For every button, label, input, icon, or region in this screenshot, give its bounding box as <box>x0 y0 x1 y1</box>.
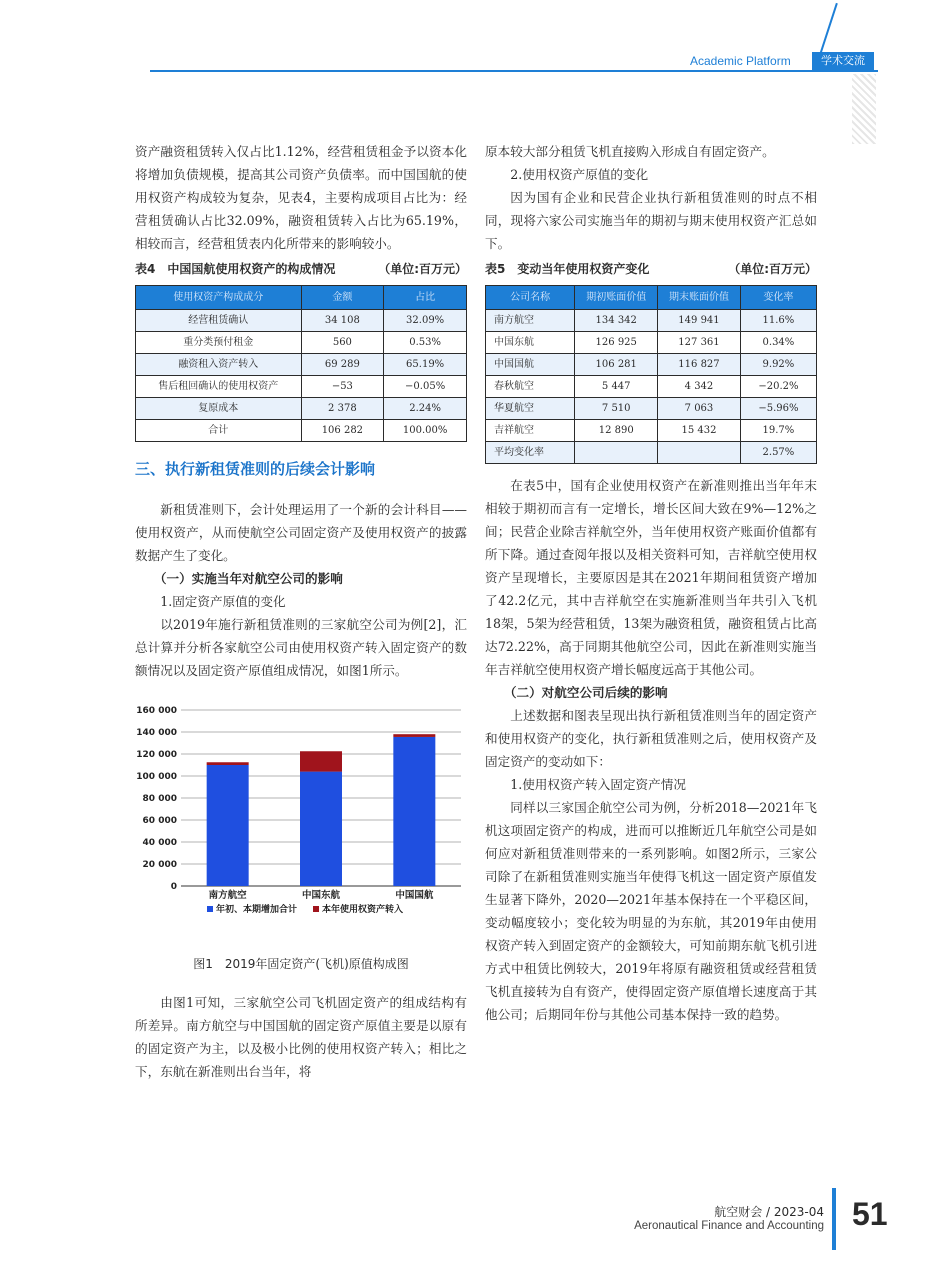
table-row <box>486 398 817 420</box>
footer-accent-bar <box>832 1188 836 1250</box>
bar-segment <box>393 737 435 886</box>
table-cell: 中国东航 <box>486 332 575 354</box>
table5-header-cell: 公司名称 <box>486 286 575 310</box>
paragraph: 因为国有企业和民营企业执行新租赁准则的时点不相同，现将六家公司实施当年的期初与期末使用权资产汇总如下。 <box>485 190 817 251</box>
table-cell: 15 432 <box>658 420 741 442</box>
table-cell: −5.96% <box>740 398 816 420</box>
left-column <box>135 140 467 1083</box>
table-cell: 中国国航 <box>486 354 575 376</box>
table-row <box>136 332 467 354</box>
table5-header-cell: 变化率 <box>740 286 816 310</box>
paragraph-intro: 资产融资租赁转入仅占比1.12%，经营租赁租金予以资本化将增加负债规模，提高其公司资产负债率。而中国国航的使用权资产构成较为复杂，见表4，主要构成项目占比为：经营租赁确认占比32.09%，融资租赁转入占比为65.19%，相较而言，经营租赁表内化所带来的影响较小。 <box>135 144 467 251</box>
table-cell: 售后租回确认的使用权资产 <box>136 376 302 398</box>
legend-label: 年初、本期增加合计 <box>216 905 298 915</box>
header-rule <box>150 70 878 72</box>
right-column <box>485 140 817 1026</box>
table-cell: 11.6% <box>740 310 816 332</box>
paragraph: 原本较大部分租赁飞机直接购入形成自有固定资产。 <box>485 144 775 159</box>
y-tick-label: 20 000 <box>142 860 177 870</box>
table-cell: 0.34% <box>740 332 816 354</box>
table4-header-cell: 占比 <box>384 286 467 310</box>
y-tick-label: 60 000 <box>142 816 177 826</box>
paragraph: 在表5中，国有企业使用权资产在新准则推出当年年末相较于期初而言有一定增长，增长区间大致在9%—12%之间；民营企业除吉祥航空外，当年使用权资产账面价值都有所下降。通过查阅年报以及相关资料可知，吉祥航空使用权资产呈现增长，主要原因是其在2021年期间租赁资产增加了42.2亿元，其中吉祥航空在实施新准则当年共引入飞机18架，5架为经营租赁，13架为融资租赁，融资租赁占比高达72.22%，高于同期其他航空公司，因此在新准则实施当年吉祥航空使用权资产增长幅度远高于其他公司。 <box>485 478 817 677</box>
bar-segment <box>207 762 249 765</box>
table-cell: 4 342 <box>658 376 741 398</box>
table-row <box>136 398 467 420</box>
table-cell: 32.09% <box>384 310 467 332</box>
x-tick-label: 中国国航 <box>395 890 434 901</box>
y-tick-label: 160 000 <box>136 706 177 716</box>
numbered-item: 2.使用权资产原值的变化 <box>510 167 649 182</box>
table-cell: 吉祥航空 <box>486 420 575 442</box>
table-cell: 12 890 <box>575 420 658 442</box>
table-cell: −20.2% <box>740 376 816 398</box>
bar-segment <box>300 751 342 771</box>
table4-caption-title: 表4 中国国航使用权资产的构成情况 <box>135 262 336 276</box>
footer-journal-name-en: Aeronautical Finance and Accounting <box>634 1220 824 1232</box>
table-cell: 65.19% <box>384 354 467 376</box>
table-cell: 南方航空 <box>486 310 575 332</box>
table-cell <box>658 442 741 464</box>
table-cell: 134 342 <box>575 310 658 332</box>
table-cell: −53 <box>301 376 384 398</box>
table-cell: 7 510 <box>575 398 658 420</box>
table-row <box>486 376 817 398</box>
table-cell: 127 361 <box>658 332 741 354</box>
table-cell: 2 378 <box>301 398 384 420</box>
y-tick-label: 80 000 <box>142 794 177 804</box>
table5-caption-unit: （单位:百万元） <box>728 262 817 276</box>
table-row <box>486 354 817 376</box>
x-tick-label: 南方航空 <box>208 890 247 901</box>
paragraph: 同样以三家国企航空公司为例，分析2018—2021年飞机这项固定资产的构成，进而可以推断近几年航空公司是如何应对新租赁准则带来的一系列影响。如图2所示，三家公司除了在新租赁准则实施当年使得飞机这一固定资产原值发生显著下降外，2020—2021年基本保持在一个平稳区间，变动幅度较小；变化较为明显的为东航，其2019年由使用权资产转入到固定资产的金额较大，可知前期东航飞机引进方式中租赁比例较大，2019年将原有融资租赁或经营租赁飞机直接转为自有资产，使得固定资产原值增长速度高于其他公司；后期同年份与其他公司基本保持一致的趋势。 <box>485 800 817 1022</box>
table-cell: 69 289 <box>301 354 384 376</box>
table-cell: 2.57% <box>740 442 816 464</box>
table-row <box>486 310 817 332</box>
table-cell: 春秋航空 <box>486 376 575 398</box>
numbered-item: 1.固定资产原值的变化 <box>160 594 286 609</box>
y-tick-label: 140 000 <box>136 728 177 738</box>
legend-label: 本年使用权资产转入 <box>322 905 404 915</box>
table-cell: 106 282 <box>301 420 384 442</box>
table5 <box>485 285 817 464</box>
section-heading: 三、执行新租赁准则的后续会计影响 <box>135 460 376 478</box>
header-stripe-decoration <box>852 74 876 144</box>
bar-segment <box>300 772 342 886</box>
table4 <box>135 285 467 442</box>
table4-header-cell: 金额 <box>301 286 384 310</box>
table4-caption-unit: （单位:百万元） <box>378 262 467 276</box>
table-cell: 经营租赁确认 <box>136 310 302 332</box>
table-cell: 149 941 <box>658 310 741 332</box>
footer-journal-name: 航空财会 / 2023-04 <box>714 1205 824 1219</box>
table4-header-row <box>136 286 467 310</box>
paragraph: 以2019年施行新租赁准则的三家航空公司为例[2]，汇总计算并分析各家航空公司由使用权资产转入固定资产的数额情况以及固定资产原值组成情况，如图1所示。 <box>135 617 467 678</box>
y-tick-label: 40 000 <box>142 838 177 848</box>
table-row <box>136 376 467 398</box>
paragraph: 新租赁准则下，会计处理运用了一个新的会计科目——使用权资产，从而使航空公司固定资产及使用权资产的披露数据产生了变化。 <box>135 502 467 563</box>
table-cell: 34 108 <box>301 310 384 332</box>
table-cell: 华夏航空 <box>486 398 575 420</box>
table-row <box>486 442 817 464</box>
table-cell: 9.92% <box>740 354 816 376</box>
numbered-item: 1.使用权资产转入固定资产情况 <box>510 777 686 792</box>
paragraph: 由图1可知，三家航空公司飞机固定资产的组成结构有所差异。南方航空与中国国航的固定资产原值主要是以原有的固定资产为主，以及极小比例的使用权资产转入；相比之下，东航在新准则出台当年，将 <box>135 995 467 1079</box>
legend-swatch <box>313 906 319 912</box>
subsection-heading: （二）对航空公司后续的影响 <box>503 685 668 700</box>
figure1-caption: 图1 2019年固定资产(飞机)原值构成图 <box>193 957 409 971</box>
y-tick-label: 120 000 <box>136 750 177 760</box>
table5-caption-title: 表5 变动当年使用权资产变化 <box>485 262 650 276</box>
table-row <box>136 310 467 332</box>
table4-header-cell: 使用权资产构成成分 <box>136 286 302 310</box>
table-cell: 116 827 <box>658 354 741 376</box>
x-tick-label: 中国东航 <box>301 890 341 901</box>
table-cell: 560 <box>301 332 384 354</box>
table-cell: 平均变化率 <box>486 442 575 464</box>
table-cell: 7 063 <box>658 398 741 420</box>
table4-caption <box>135 259 467 279</box>
table-cell: 重分类预付租金 <box>136 332 302 354</box>
table-row <box>136 354 467 376</box>
paragraph: 上述数据和图表呈现出执行新租赁准则当年的固定资产和使用权资产的变化，执行新租赁准则之后，使用权资产及固定资产的变动如下： <box>485 708 817 769</box>
table5-header-row <box>486 286 817 310</box>
header-section-zh: 学术交流 <box>812 52 874 70</box>
table5-header-cell: 期初账面价值 <box>575 286 658 310</box>
table-cell: 复原成本 <box>136 398 302 420</box>
table5-header-cell: 期末账面价值 <box>658 286 741 310</box>
header-section-en: Academic Platform <box>690 54 791 68</box>
y-tick-label: 100 000 <box>136 772 177 782</box>
table-cell: 0.53% <box>384 332 467 354</box>
table-row <box>486 420 817 442</box>
table-cell: 5 447 <box>575 376 658 398</box>
table-cell: 融资租入资产转入 <box>136 354 302 376</box>
table5-caption <box>485 259 817 279</box>
bar-segment <box>207 765 249 886</box>
table-cell: 2.24% <box>384 398 467 420</box>
table-cell: −0.05% <box>384 376 467 398</box>
header-diagonal-line <box>818 3 838 59</box>
bar-segment <box>393 734 435 737</box>
table-cell: 106 281 <box>575 354 658 376</box>
table-cell: 126 925 <box>575 332 658 354</box>
figure1-chart-svg <box>135 702 467 932</box>
table-row <box>486 332 817 354</box>
page-number: 51 <box>852 1196 888 1232</box>
legend-swatch <box>207 906 213 912</box>
table-cell <box>575 442 658 464</box>
table-cell: 19.7% <box>740 420 816 442</box>
table-row <box>136 420 467 442</box>
table-cell: 100.00% <box>384 420 467 442</box>
y-tick-label: 0 <box>170 882 177 892</box>
figure1-chart <box>135 702 467 939</box>
subsection-heading: （一）实施当年对航空公司的影响 <box>153 571 343 586</box>
table-cell: 合计 <box>136 420 302 442</box>
